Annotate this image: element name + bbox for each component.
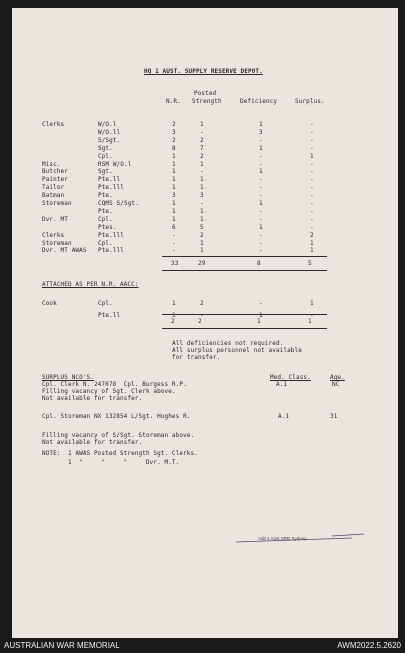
table-cell-rank: Sgt. [98,144,113,152]
table-cell-rank: Pte. [98,192,113,200]
table-cell-deficiency: 1 [259,144,263,152]
surplus-line-2: Filling vacancy of Sgt. Clerk above. [42,388,176,395]
table-cell-role: Storeman [42,200,72,207]
table-cell-role: Batman [42,192,65,200]
table-cell-deficiency: - [259,192,263,200]
col-header-surplus: Surplus. [295,98,325,105]
surplus-line-6: Not available for transfer. [42,439,143,446]
table-cell-rank: Cpl. [98,152,113,160]
surplus-heading: SURPLUS NCO'S. [42,374,94,381]
table-cell-deficiency: - [259,160,263,168]
table-cell-role: Painter [42,176,68,184]
table-cell-strength: 2 [200,136,204,144]
table-cell-deficiency: - [259,207,263,215]
attached-cell-deficiency: 1 [259,312,263,319]
table-cell-nr: 1 [172,160,176,168]
table-cell-deficiency: 1 [259,168,263,176]
table-cell-rank: Pte.lll [98,247,124,255]
table-cell-strength: 2 [200,152,204,160]
table-cell-rank: Ptes. [98,223,117,231]
table-cell-deficiency: 1 [259,223,263,231]
attached-total-surplus: 1 [308,318,312,325]
table-cell-nr: 8 [172,144,176,152]
table-cell-deficiency: - [259,136,263,144]
totals-double-rule [162,270,327,271]
attached-cell-rank: Cpl. [98,300,113,307]
table-cell-strength: 1 [200,239,204,247]
table-cell-surplus: - [310,144,314,152]
total-strength: 29 [198,260,206,267]
table-cell-role: Dvr. MT AWAS [42,247,87,255]
document-page [12,8,398,638]
table-cell-deficiency: 1 [259,121,263,128]
table-cell-nr: 6 [172,223,176,231]
table-cell-nr: 3 [172,192,176,200]
note-line-2: All surplus personnel not available [172,347,302,354]
table-cell-nr: 1 [172,184,176,192]
table-cell-deficiency: - [259,239,263,247]
attached-cell-strength: - [200,312,204,319]
table-cell-deficiency: 1 [259,200,263,207]
table-cell-surplus: 2 [310,231,314,239]
table-cell-surplus: - [310,207,314,215]
table-cell-nr: - [172,239,176,247]
surplus-line-3: Not available for transfer. [42,395,143,402]
attached-rule [162,314,327,315]
document-title: HQ 1 AUST. SUPPLY RESERVE DEPOT. [144,68,263,75]
table-cell-strength: - [200,200,204,207]
table-cell-strength: 1 [200,160,204,168]
table-cell-surplus: - [310,160,314,168]
table-cell-rank: Pte. [98,207,113,215]
total-surplus: 5 [308,260,312,267]
attached-cell-nr: 1 [172,312,176,319]
table-cell-rank: Pte.ll [98,176,121,184]
table-cell-rank: Pte.lll [98,184,124,192]
surplus-line-8: 1 " " " Dvr. M.T. [42,459,180,466]
table-cell-role: Storeman [42,239,72,247]
table-cell-role: Clerks [42,231,65,239]
table-cell-deficiency: - [259,184,263,192]
surplus-line-4: Cpl. Storeman NX 132854 L/Sgt. Hughes R. [42,413,191,420]
table-cell-surplus: - [310,192,314,200]
table-cell-surplus: - [310,136,314,144]
table-cell-surplus: 1 [310,247,314,255]
table-cell-nr: 1 [172,152,176,160]
total-deficiency: 8 [257,260,261,267]
table-cell-rank: S/Sgt. [98,136,121,144]
table-cell-nr: 2 [172,121,176,128]
table-cell-strength: 1 [200,121,204,128]
table-cell-nr: 3 [172,128,176,136]
footer-institution: AUSTRALIAN WAR MEMORIAL [4,641,120,650]
note-line-1: All deficiencies not required. [172,340,284,347]
table-cell-surplus: 1 [310,152,314,160]
table-cell-deficiency: - [259,231,263,239]
note-line-3: for transfer. [172,354,221,361]
table-cell-deficiency: - [259,247,263,255]
table-cell-strength: 2 [200,231,204,239]
col-header-strength: Strength [192,98,222,105]
table-cell-nr: 1 [172,207,176,215]
table-cell-rank: CQMS S/Sgt. [98,200,139,207]
attached-cell-role: Cook [42,300,57,307]
table-cell-nr: 1 [172,176,176,184]
table-cell-strength: 1 [200,184,204,192]
table-cell-surplus: - [310,215,314,223]
table-cell-role: Misc. [42,160,61,168]
surplus-line-7: NOTE: 1 AWAS Posted Strength Sgt. Clerks. [42,450,198,457]
table-cell-strength: 1 [200,247,204,255]
table-cell-deficiency: 3 [259,128,263,136]
table-cell-role: Dvr. MT [42,215,68,223]
attached-cell-strength: 2 [200,300,204,307]
attached-total-strength: 2 [198,318,202,325]
table-cell-deficiency: - [259,215,263,223]
table-cell-strength: 5 [200,223,204,231]
table-cell-nr: 1 [172,200,176,207]
attached-total-nr: 2 [171,318,175,325]
med-class-label: Med. Class. [270,374,311,381]
table-cell-strength: 1 [200,215,204,223]
table-cell-strength: - [200,128,204,136]
table-cell-strength: 3 [200,192,204,200]
col-header-posted: Posted [194,90,217,97]
table-cell-nr: 1 [172,168,176,176]
attached-heading: ATTACHED AS PER N.R. AACC: [42,281,139,288]
surplus-med-2: A.1 [278,413,290,420]
table-cell-strength: 1 [200,207,204,215]
table-cell-rank: Sgt. [98,168,113,176]
attached-cell-surplus: 1 [310,300,314,307]
table-cell-deficiency: - [259,152,263,160]
table-cell-role: Clerks [42,121,65,128]
attached-cell-rank: Pte.ll [98,312,121,319]
table-cell-nr: 1 [172,215,176,223]
table-cell-surplus: - [310,128,314,136]
table-cell-surplus: - [310,223,314,231]
col-header-deficiency: Deficiency [240,98,278,105]
totals-rule [162,256,327,257]
table-cell-surplus: - [310,184,314,192]
attached-total-deficiency: 1 [257,318,261,325]
signature-caption: Adjt 1 Aust SRD Sydney [258,536,307,541]
table-cell-surplus: - [310,168,314,176]
table-cell-surplus: - [310,176,314,184]
surplus-line-5: Filling vacancy of S/Sgt. Storeman above. [42,432,195,439]
attached-double-rule [162,328,327,329]
age-label: Age. [330,374,345,381]
table-cell-strength: 7 [200,144,204,152]
table-cell-rank: Pte.lll [98,231,124,239]
table-cell-nr: 2 [172,136,176,144]
table-cell-surplus: 1 [310,239,314,247]
col-header-nr: N.R. [166,98,181,105]
table-cell-role: Tailor [42,184,65,192]
surplus-line-1: Cpl. Clerk N. 247078 Cpl. Burgess R.P. [42,381,187,388]
table-cell-nr: - [172,247,176,255]
table-cell-strength: 1 [200,176,204,184]
table-cell-rank: RSM W/O.l [98,160,132,168]
table-cell-strength: - [200,168,204,176]
table-cell-nr: - [172,231,176,239]
table-cell-rank: W/O.l [98,121,117,128]
footer-bar [0,638,405,653]
footer-accession-number: AWM2022.5.2620 [337,641,401,650]
table-cell-role: Butcher [42,168,68,176]
table-cell-surplus: - [310,121,314,128]
table-cell-deficiency: - [259,176,263,184]
attached-cell-nr: 1 [172,300,176,307]
surplus-age-1: NC [332,381,340,388]
surplus-age-2: 31 [330,413,338,420]
attached-cell-surplus: - [310,312,314,319]
table-cell-rank: Cpl. [98,215,113,223]
table-cell-rank: Cpl. [98,239,113,247]
total-nr: 33 [171,260,179,267]
table-cell-rank: W/O.ll [98,128,121,136]
table-cell-surplus: - [310,200,314,207]
surplus-med-1: A.1 [276,381,288,388]
attached-cell-deficiency: - [259,300,263,307]
